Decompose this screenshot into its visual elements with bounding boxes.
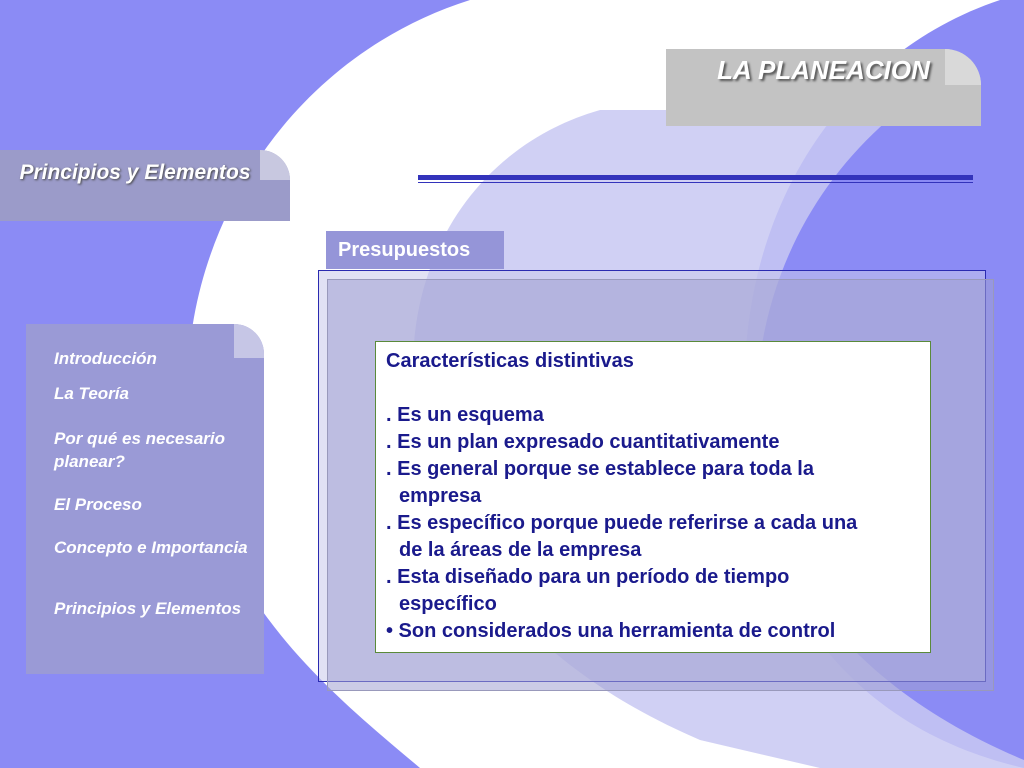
content-line: específico — [399, 593, 497, 615]
content-line: . Esta diseñado para un período de tiempo — [386, 566, 790, 588]
nav-item-el-proceso[interactable]: El Proceso — [54, 495, 142, 514]
content-box — [375, 341, 931, 653]
nav-item-principios-elementos[interactable]: Principios y Elementos — [54, 599, 242, 618]
section-title: Principios y Elementos — [19, 161, 251, 184]
tab-presupuestos[interactable]: Presupuestos — [326, 231, 504, 269]
slide-title: LA PLANEACION — [717, 55, 930, 85]
nav-item-la-teoria[interactable]: La Teoría — [54, 384, 129, 403]
content-line: . Es un plan expresado cuantitativamente — [386, 431, 780, 453]
content-line: de la áreas de la empresa — [399, 539, 642, 561]
nav-item-introduccion[interactable]: Introducción — [54, 349, 157, 368]
content-heading: Características distintivas — [386, 350, 634, 372]
content-line: . Es un esquema — [386, 404, 544, 426]
title-underline-thin — [418, 182, 973, 183]
nav-item-por-que-planear[interactable]: Por qué es necesario planear? — [54, 429, 226, 471]
nav-item-concepto-importancia[interactable]: Concepto e Importancia — [54, 538, 248, 557]
content-line: • Son considerados una herramienta de control — [386, 620, 836, 642]
content-line: empresa — [399, 485, 482, 507]
content-line: . Es específico porque puede referirse a cada una — [386, 512, 858, 534]
title-underline — [418, 175, 973, 180]
content-line: . Es general porque se establece para toda la — [386, 458, 814, 480]
